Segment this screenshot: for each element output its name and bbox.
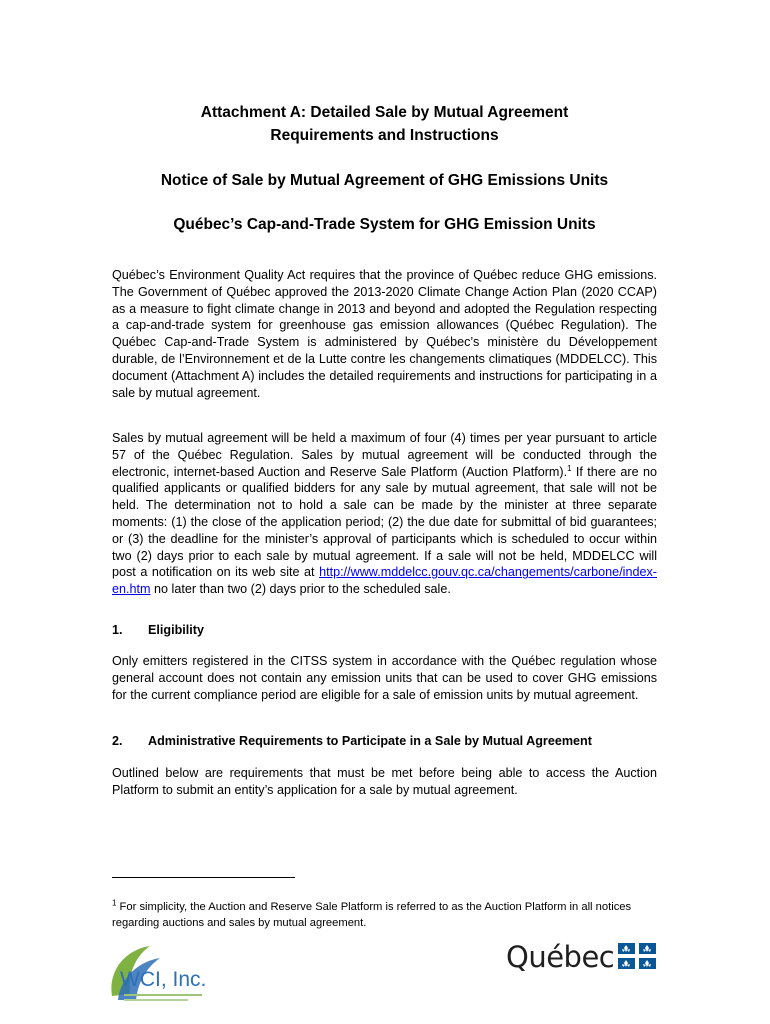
section-title: Eligibility	[148, 623, 204, 637]
notice-title: Notice of Sale by Mutual Agreement of GHG Emissions Units	[160, 172, 609, 189]
sales-text-1: Sales by mutual agreement will be held a maximum of four (4) times per year pursuant to article 57 of the Québec Regulation. Sales by mutual agreement will be conducted through the electronic, internet-based Auction and Reserve Sale Platform (Auction Platform).	[112, 431, 657, 479]
quebec-logo	[506, 939, 658, 977]
eligibility-paragraph: Only emitters registered in the CITSS system in accordance with the Québec regulation whose general account does not contain any emission units that can be used to cover GHG emissions for the current compliance period are eligible for a sale of emission units by mutual agreement.	[112, 654, 657, 702]
wci-logo	[106, 938, 216, 1014]
attachment-title-line2: Requirements and Instructions	[270, 127, 499, 144]
section-heading-administrative	[112, 733, 657, 750]
sales-text-2: If there are no qualified applicants or qualified bidders for any sale by mutual agreement, that sale will not be held. The determination not to hold a sale can be made by the minister at three separate moments: (1) the close of the application period; (2) the due date for submittal of bid guarantees; or (3) the deadline for the minister’s approval of participants which is scheduled to occur within two (2) days prior to each sale by mutual agreement. If a sale will not be held, MDDELCC will post a notification on its web site at	[112, 464, 657, 580]
sales-paragraph	[112, 430, 657, 598]
wci-logo-text: WCI, Inc.	[120, 968, 207, 991]
system-title: Québec’s Cap-and-Trade System for GHG Emission Units	[173, 216, 596, 233]
wci-logo-graphic	[106, 938, 216, 1014]
section-title: Administrative Requirements to Participate in a Sale by Mutual Agreement	[148, 734, 592, 748]
wci-tagline-line	[124, 994, 202, 996]
footnote-marker: 1	[112, 898, 117, 908]
footnote	[112, 900, 657, 931]
footnote-reference[interactable]: 1	[567, 463, 572, 473]
section-heading-eligibility	[112, 622, 657, 639]
wci-tagline-line	[124, 999, 188, 1001]
attachment-title	[112, 101, 657, 147]
footnote-divider	[112, 877, 295, 878]
quebec-wordmark: Québec	[506, 940, 615, 974]
attachment-title-line1: Attachment A: Detailed Sale by Mutual Agreement	[200, 104, 569, 121]
intro-paragraph: Québec’s Environment Quality Act requires that the province of Québec reduce GHG emissions. The Government of Québec approved the 2013-2020 Climate Change Action Plan (2020 CCAP) as a measure to fight climate change in 2013 and beyond and adopted the Regulation respecting a cap-and-trade system for greenhouse gas emission allowances (Québec Regulation). The Québec Cap-and-Trade System is administered by Québec’s ministère du Développement durable, de l’Environnement et de la Lutte contre les changements climatiques (MDDELCC). This document (Attachment A) includes the detailed requirements and instructions for participating in a sale by mutual agreement.	[112, 268, 657, 400]
requirements-paragraph: Outlined below are requirements that must be met before being able to access the Auction Platform to submit an entity’s application for a sale by mutual agreement.	[112, 766, 657, 797]
footnote-text: For simplicity, the Auction and Reserve Sale Platform is referred to as the Auction Platform in all notices regarding auctions and sales by mutual agreement.	[112, 901, 632, 929]
flag-cross-horizontal	[618, 954, 656, 958]
fleur-de-lis-flag-icon	[618, 943, 656, 969]
sales-text-3: no later than two (2) days prior to the scheduled sale.	[150, 582, 451, 597]
section-number: 2.	[112, 734, 123, 748]
mddelcc-link[interactable]: http://www.mddelcc.gouv.qc.ca/changements/carbone/index-en.htm	[112, 565, 657, 597]
section-number: 1.	[112, 623, 123, 637]
